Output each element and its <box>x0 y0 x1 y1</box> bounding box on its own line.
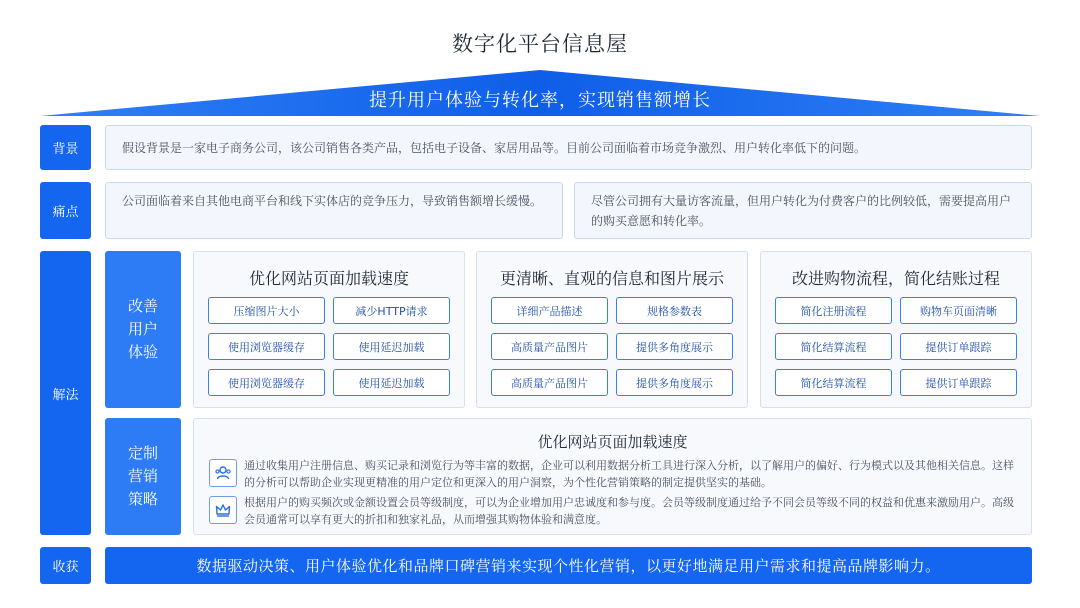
strategy-text: 根据用户的购买频次或金额设置会员等级制度，可以为企业增加用户忠诚度和参与度。会员等级制度通过给予不同会员等级不同的权益和优惠来激励用户。高级会员通常可以享有更大的折扣和独家礼品，从而增强其购物体验和满意度。 <box>244 496 1014 526</box>
sub-label-ux: 改善 用户 体验 <box>105 251 181 408</box>
measure-tag: 提供多角度展示 <box>616 369 733 396</box>
measure-tag: 减少HTTP请求 <box>333 297 450 324</box>
measure-tag: 使用延迟加载 <box>333 369 450 396</box>
measure-tag: 高质量产品图片 <box>491 333 608 360</box>
measure-tag: 简化结算流程 <box>775 333 892 360</box>
measure-tag: 简化结算流程 <box>775 369 892 396</box>
strategy-text: 通过收集用户注册信息、购买记录和浏览行为等丰富的数据，企业可以利用数据分析工具进行深入分析，以了解用户的偏好、行为模式以及其他相关信息。这样的分析可以帮助企业实现更精准的用户定位和更深入的用户洞察，为个性化营销策略的制定提供坚实的基础。 <box>244 459 1014 489</box>
measure-tag: 使用浏览器缓存 <box>208 333 325 360</box>
measure-tag: 高质量产品图片 <box>491 369 608 396</box>
measure-tag: 提供订单跟踪 <box>900 369 1017 396</box>
measure-tag: 使用浏览器缓存 <box>208 369 325 396</box>
ux-panel-info <box>476 251 748 408</box>
measure-tag: 使用延迟加载 <box>333 333 450 360</box>
row-label-harvest: 收获 <box>40 547 91 584</box>
ux-panel-checkout <box>760 251 1032 408</box>
measure-tag: 提供订单跟踪 <box>900 333 1017 360</box>
marketing-strategy-panel <box>193 418 1032 535</box>
harvest-text: 数据驱动决策、用户体验优化和品牌口碑营销来实现个性化营销，以更好地满足用户需求和提高品牌影响力。 <box>105 547 1032 584</box>
measure-tag: 简化注册流程 <box>775 297 892 324</box>
strategy-title: 优化网站页面加载速度 <box>537 433 688 451</box>
measure-tag: 提供多角度展示 <box>616 333 733 360</box>
background-text: 假设背景是一家电子商务公司，该公司销售各类产品，包括电子设备、家居用品等。目前公司面临着市场竞争激烈、用户转化率低下的问题。 <box>105 125 1032 170</box>
panel-title: 优化网站页面加载速度 <box>248 269 409 288</box>
row-label-pain: 痛点 <box>40 182 91 239</box>
measure-tag: 购物车页面清晰 <box>900 297 1017 324</box>
ux-panel-speed <box>193 251 465 408</box>
pain-point-left: 公司面临着来自其他电商平台和线下实体店的竞争压力，导致销售额增长缓慢。 <box>105 182 563 239</box>
row-label-solution: 解法 <box>40 251 91 535</box>
measure-tag: 规格参数表 <box>616 297 733 324</box>
measure-tag: 详细产品描述 <box>491 297 608 324</box>
page-title: 数字化平台信息屋 <box>452 32 628 56</box>
panel-title: 更清晰、直观的信息和图片展示 <box>499 269 724 288</box>
row-label-background: 背景 <box>40 125 91 170</box>
panel-title: 改进购物流程，简化结账过程 <box>791 269 1000 288</box>
crown-icon <box>209 496 237 524</box>
sub-label-marketing: 定制 营销 策略 <box>105 418 181 535</box>
users-icon <box>209 459 237 487</box>
roof-goal-text: 提升用户体验与转化率，实现销售额增长 <box>369 90 711 111</box>
measure-tag: 压缩图片大小 <box>208 297 325 324</box>
pain-point-right: 尽管公司拥有大量访客流量，但用户转化为付费客户的比例较低，需要提高用户的购买意愿和转化率。 <box>574 182 1032 239</box>
